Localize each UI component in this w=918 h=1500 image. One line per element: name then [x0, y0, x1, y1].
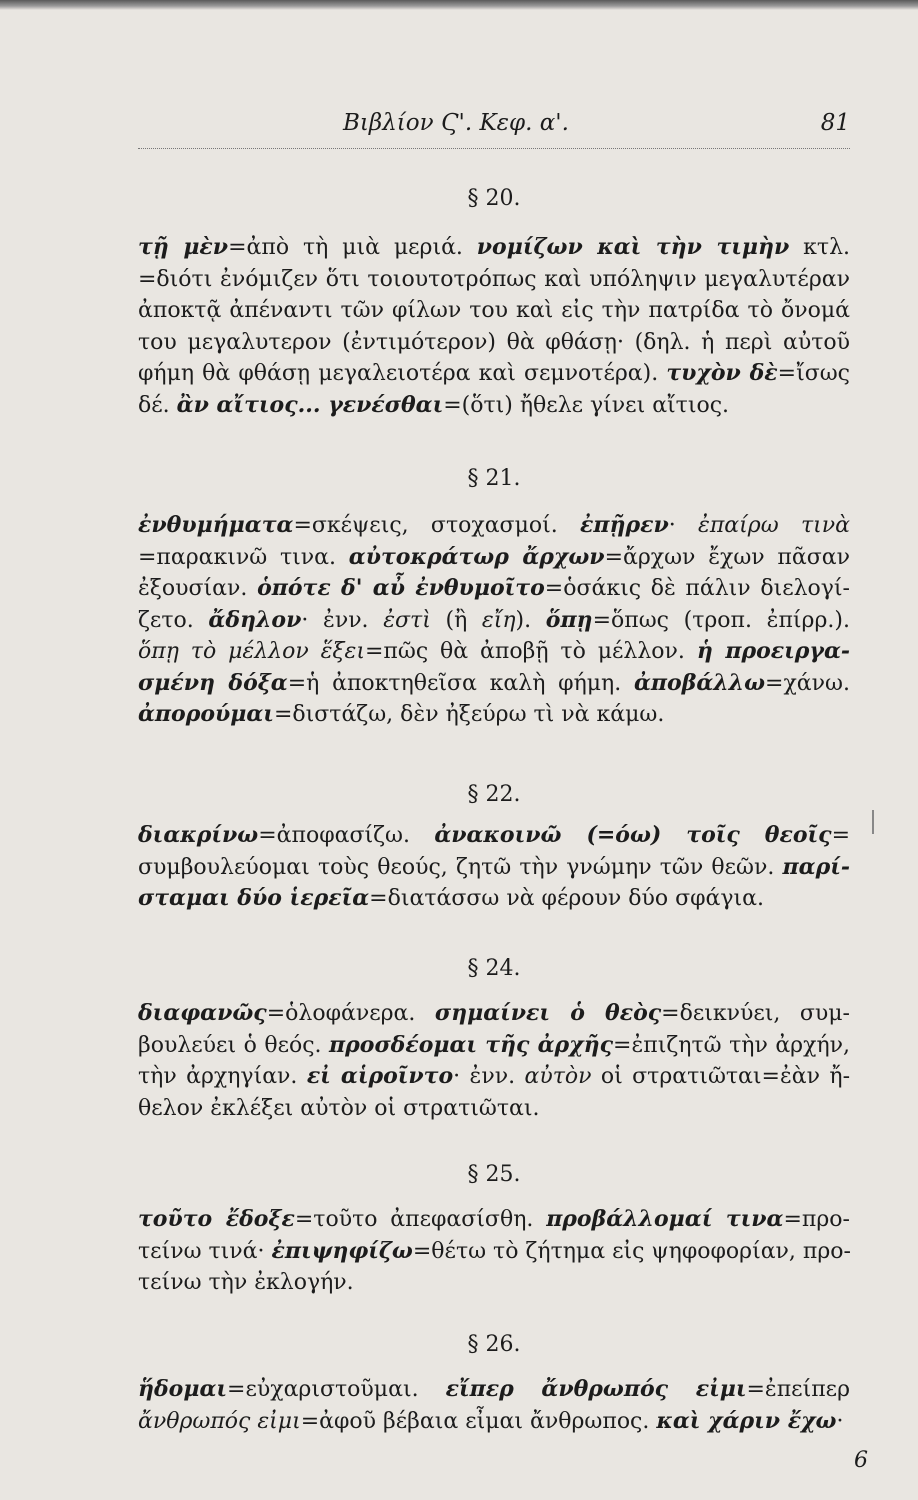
- text-line: [138, 998, 850, 1030]
- gloss-text: θελον ἐκλέξει αὐτὸν οἱ στρατιῶται.: [138, 1095, 540, 1121]
- page-number: 81: [820, 110, 850, 136]
- gloss-text: ἐξουσίαν.: [138, 576, 258, 601]
- italic-term: εἴη: [481, 607, 516, 633]
- lemma-term: ἐπιψηφίζω: [271, 1237, 413, 1264]
- gloss-text: =ὅπως (τροπ. ἐπίρρ.).: [592, 607, 850, 633]
- lemma-term: ἥδομαι: [138, 1376, 228, 1402]
- section-body-26: [138, 1374, 850, 1437]
- text-line: [138, 1406, 850, 1438]
- gloss-text: =ἄρχων ἔχων πᾶσαν: [604, 544, 850, 570]
- text-line: [138, 232, 850, 264]
- text-line: [138, 390, 850, 422]
- gloss-text: (ἢ: [430, 607, 482, 633]
- text-line: [138, 1030, 850, 1062]
- gloss-text: δέ.: [138, 392, 177, 418]
- gloss-text: =θέτω τὸ ζήτημα εἰς ψηφοφορίαν, προ-: [412, 1238, 851, 1264]
- lemma-term: προσδέομαι τῆς ἀρχῆς: [329, 1031, 614, 1058]
- gloss-text: =: [831, 823, 850, 848]
- section-heading-26: § 26.: [467, 1332, 521, 1357]
- lemma-term: εἰ αἱροῖντο: [306, 1063, 454, 1089]
- lemma-term: ἐνθυμήματα: [138, 512, 294, 538]
- italic-term: ὅπῃ τὸ μέλλον: [138, 639, 309, 664]
- gloss-text: =ἀπὸ τὴ μιὰ μεριά.: [228, 235, 477, 260]
- section-body-22: [138, 820, 850, 915]
- gloss-text: =προ-: [783, 1207, 850, 1232]
- section-heading-21: § 21.: [467, 466, 521, 491]
- lemma-term: σημαίνει ὁ θεὸς: [434, 1000, 662, 1026]
- section-heading-20: § 20.: [467, 186, 521, 211]
- lemma-term: τῇ μὲν: [138, 234, 229, 260]
- text-line: [138, 668, 850, 700]
- lemma-term: καὶ χάριν ἔχω: [656, 1407, 837, 1434]
- lemma-term: σμένη δόξα: [138, 669, 288, 696]
- gloss-text: φήμη θὰ φθάσῃ μεγαλειοτέρα καὶ σεμνοτέρα).: [138, 361, 667, 386]
- text-line: [138, 358, 850, 390]
- lemma-term: προβάλλομαί τινα: [546, 1206, 784, 1232]
- text-line: [138, 852, 850, 884]
- gloss-text: =ἀφοῦ βέβαια εἶμαι ἄνθρωπος.: [300, 1408, 657, 1434]
- signature-mark: 6: [854, 1448, 868, 1473]
- italic-term: ἄνθρωπός εἰμι: [138, 1408, 301, 1434]
- lemma-term: ὅπῃ: [545, 606, 593, 633]
- lemma-term: εἴπερ ἄνθρωπός εἰμι: [445, 1376, 747, 1402]
- gloss-text: ·: [836, 1408, 844, 1434]
- text-line: [138, 1374, 850, 1406]
- text-line: [138, 1061, 850, 1093]
- italic-term: αὐτὸν: [524, 1064, 592, 1089]
- text-line: [138, 573, 850, 605]
- running-title: Βιβλίον Ϛ'. Κεφ. α'.: [343, 110, 569, 136]
- running-header: [138, 108, 850, 149]
- section-body-20: [138, 232, 850, 421]
- lemma-term: ὁπότε δ' αὖ ἐνθυμοῖτο: [257, 575, 545, 601]
- gloss-text: [309, 639, 321, 664]
- gloss-text: =ἐπείπερ: [746, 1377, 850, 1402]
- lemma-term: σταμαι δύο ἱερεῖα: [138, 885, 370, 911]
- text-line: [138, 264, 850, 296]
- lemma-term: ἄδηλον: [208, 606, 302, 633]
- lemma-term: ἀνακοινῶ (=όω) τοῖς θεοῖς: [434, 822, 832, 848]
- text-line: [138, 883, 850, 915]
- lemma-term: παρί-: [782, 853, 850, 880]
- section-body-21: [138, 510, 850, 731]
- italic-term: ἐπαίρω τινὰ: [698, 513, 850, 538]
- lemma-term: ἡ προειργα-: [696, 638, 851, 664]
- text-line: [138, 1236, 850, 1268]
- gloss-text: βουλεύει ὁ θεός.: [138, 1032, 330, 1058]
- gloss-text: συμβουλεύομαι τοὺς θεούς, ζητῶ τὴν γνώμην τῶν θεῶν.: [138, 854, 783, 880]
- lemma-term: ἀπορούμαι: [138, 701, 274, 727]
- gloss-text: =παρακινῶ τινα.: [138, 544, 349, 570]
- lemma-term: τυχὸν δὲ: [666, 360, 778, 386]
- gloss-text: =διστάζω, δὲν ἠξεύρω τὶ νὰ κάμω.: [273, 702, 665, 727]
- gloss-text: =πῶς θὰ ἀποβῇ τὸ μέλλον.: [364, 639, 697, 664]
- margin-mark: [872, 810, 874, 834]
- gloss-text: =δεικνύει, συμ-: [661, 1001, 850, 1026]
- gloss-text: τὴν ἀρχηγίαν.: [138, 1064, 307, 1089]
- gloss-text: ).: [515, 607, 546, 633]
- lemma-term: διακρίνω: [138, 822, 259, 848]
- gloss-text: · ἐνν.: [301, 607, 384, 633]
- text-line: [138, 605, 850, 637]
- text-line: [138, 636, 850, 668]
- text-line: [138, 510, 850, 542]
- text-line: [138, 327, 850, 359]
- italic-term: ἐστὶ: [383, 607, 431, 633]
- gloss-text: =χάνω.: [765, 670, 850, 696]
- gloss-text: =ὁλοφάνερα.: [266, 1001, 435, 1026]
- gloss-text: =ἴσως: [777, 361, 850, 386]
- book-page: [138, 0, 868, 1500]
- gloss-text: τείνω τινά·: [138, 1238, 272, 1264]
- lemma-term: ἂν αἴτιος... γενέσθαι: [176, 391, 444, 418]
- text-line: [138, 699, 850, 731]
- lemma-term: νομίζων καὶ τὴν τιμὴν: [476, 234, 790, 260]
- gloss-text: =ἡ ἀποκτηθεῖσα καλὴ φήμη.: [287, 670, 634, 696]
- text-line: [138, 1093, 850, 1125]
- lemma-term: ἀποβάλλω: [634, 669, 766, 696]
- italic-term: ἕξει: [320, 639, 365, 664]
- gloss-text: =διότι ἐνόμιζεν ὅτι τοιουτοτρόπως καὶ υπόληψιν μεγαλυτέραν: [138, 266, 850, 292]
- gloss-text: =ἐπιζητῶ τὴν ἀρχήν,: [613, 1032, 850, 1058]
- text-line: [138, 1267, 850, 1299]
- lemma-term: αὐτοκράτωρ ἄρχων: [348, 543, 605, 570]
- gloss-text: οἱ στρατιῶται=ἐὰν ἤ-: [591, 1064, 851, 1089]
- gloss-text: · ἐνν.: [453, 1064, 525, 1089]
- section-body-25: [138, 1204, 850, 1299]
- lemma-term: τοῦτο ἔδοξε: [138, 1206, 295, 1232]
- gloss-text: =ἀποφασίζω.: [258, 823, 435, 848]
- lemma-term: διαφανῶς: [138, 1000, 267, 1026]
- gloss-text: ἀποκτᾷ ἀπέναντι τῶν φίλων του καὶ εἰς τὴν πατρίδα τὸ ὄνομά: [138, 298, 850, 323]
- gloss-text: =διατάσσω νὰ φέρουν δύο σφάγια.: [369, 886, 765, 911]
- gloss-text: ζετο.: [138, 607, 209, 633]
- gloss-text: τείνω τὴν ἐκλογήν.: [138, 1270, 354, 1295]
- text-line: [138, 295, 850, 327]
- lemma-term: ἐπῇρεν: [580, 512, 669, 538]
- text-line: [138, 820, 850, 852]
- gloss-text: του μεγαλυτερον (ἐντιμότερον) θὰ φθάσῃ· (δηλ. ἡ περὶ αὐτοῦ: [138, 329, 850, 355]
- gloss-text: =εὐχαριστοῦμαι.: [227, 1377, 446, 1402]
- section-body-24: [138, 998, 850, 1124]
- gloss-text: =(ὅτι) ἤθελε γίνει αἴτιος.: [443, 392, 730, 418]
- gloss-text: =σκέψεις, στοχασμοί.: [293, 513, 581, 538]
- section-heading-24: § 24.: [467, 956, 521, 981]
- gloss-text: =ὁσάκις δὲ πάλιν διελογί-: [544, 576, 850, 601]
- section-heading-22: § 22.: [467, 782, 521, 807]
- text-line: [138, 1204, 850, 1236]
- gloss-text: ·: [668, 513, 699, 538]
- gloss-text: =τοῦτο ἀπεφασίσθη.: [294, 1207, 547, 1232]
- section-heading-25: § 25.: [467, 1162, 521, 1187]
- text-line: [138, 542, 850, 574]
- gloss-text: κτλ.: [789, 235, 851, 260]
